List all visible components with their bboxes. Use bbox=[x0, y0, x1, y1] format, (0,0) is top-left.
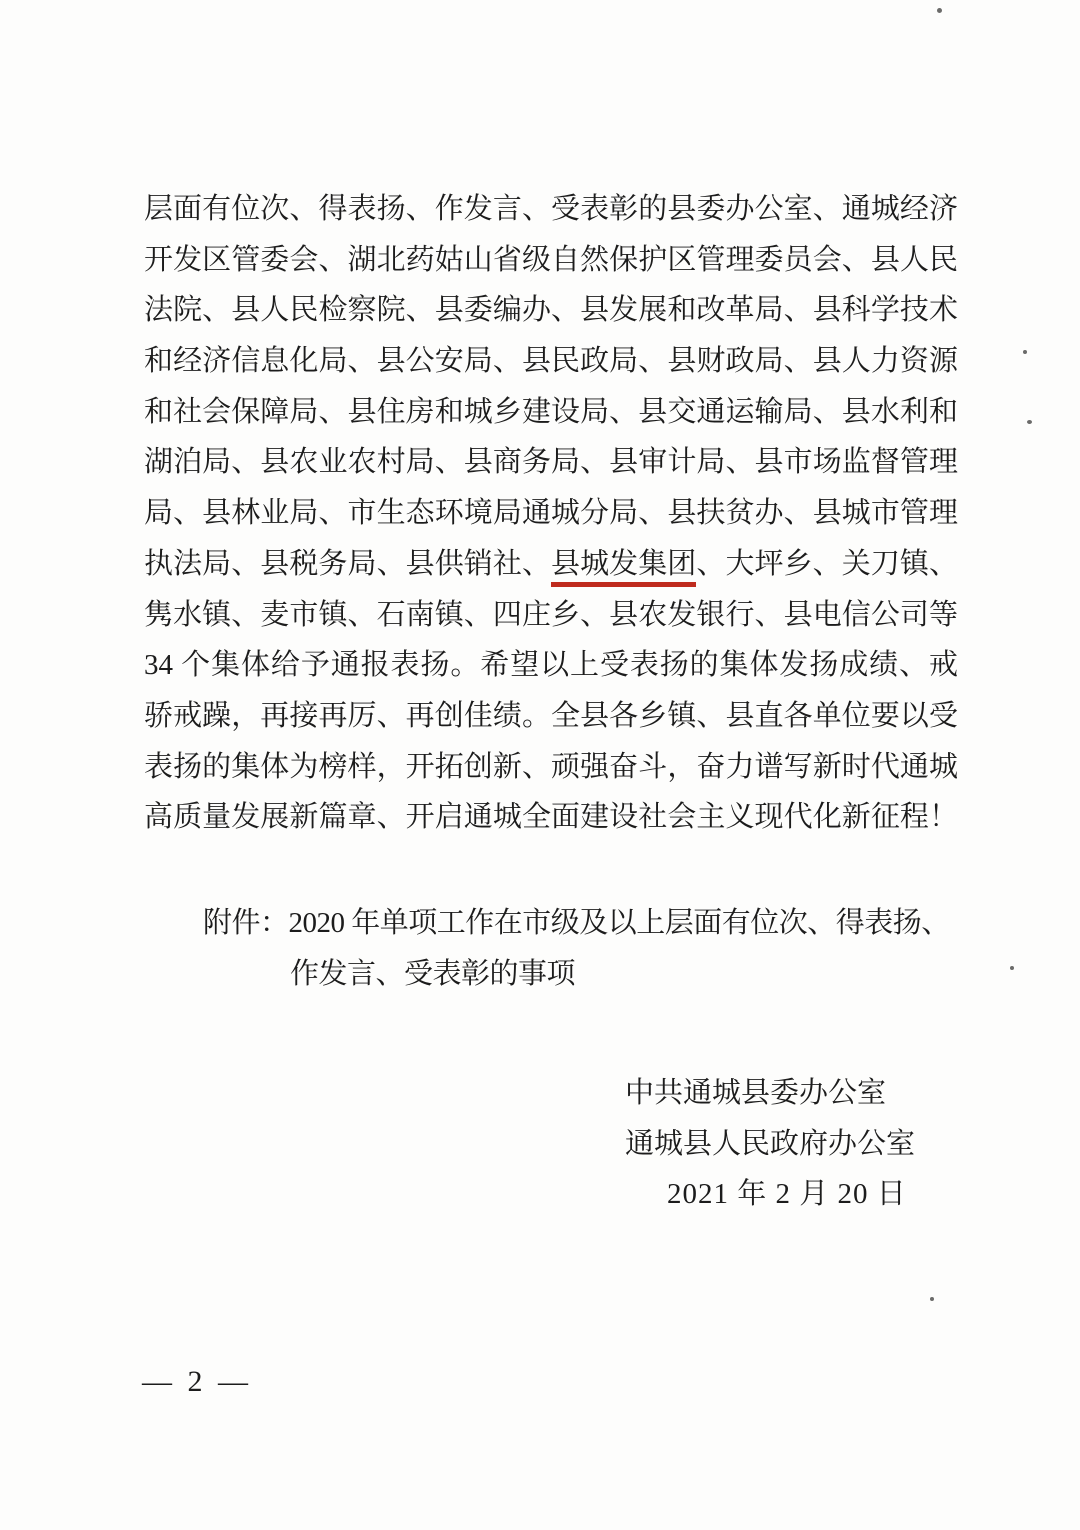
body-line-7: 局、县林业局、市生态环境局通城分局、县扶贫办、县城市管理 bbox=[144, 497, 958, 530]
body-line-9: 隽水镇、麦市镇、石南镇、四庄乡、县农发银行、县电信公司等 bbox=[144, 598, 958, 631]
body-line-8-suffix: 、大坪乡、关刀镇、 bbox=[696, 547, 958, 580]
page-number: — 2 — bbox=[142, 1365, 252, 1398]
scan-speck bbox=[1023, 350, 1027, 354]
body-line-13: 高质量发展新篇章、开启通城全面建设社会主义现代化新征程！ bbox=[144, 801, 958, 834]
red-underlined-org-name: 县城发集团 bbox=[551, 548, 696, 587]
body-line-10: 34 个集体给予通报表扬。希望以上受表扬的集体发扬成绩、戒 bbox=[144, 649, 958, 682]
scan-speck bbox=[937, 8, 942, 13]
scan-speck bbox=[1027, 420, 1032, 424]
body-line-8-prefix: 执法局、县税务局、县供销社、 bbox=[144, 547, 552, 580]
signature-org-2: 通城县人民政府办公室 bbox=[625, 1127, 916, 1160]
scan-speck bbox=[1010, 966, 1014, 970]
body-line-8 bbox=[144, 539, 958, 590]
body-line-11: 骄戒躁，再接再厉、再创佳绩。全县各乡镇、县直各单位要以受 bbox=[144, 699, 958, 732]
signature-date: 2021 年 2 月 20 日 bbox=[667, 1178, 907, 1211]
body-line-4: 和经济信息化局、县公安局、县民政局、县财政局、县人力资源 bbox=[144, 345, 958, 378]
body-line-12: 表扬的集体为榜样，开拓创新、顽强奋斗，奋力谱写新时代通城 bbox=[144, 750, 958, 783]
body-line-6: 湖泊局、县农业农村局、县商务局、县审计局、县市场监督管理 bbox=[144, 446, 958, 479]
signature-org-1: 中共通城县委办公室 bbox=[625, 1077, 887, 1109]
attachment-note bbox=[144, 898, 1004, 1000]
signature-block bbox=[625, 1068, 915, 1220]
attachment-line-2: 作发言、受表彰的事项 bbox=[290, 958, 576, 990]
body-line-3: 法院、县人民检察院、县委编办、县发展和改革局、县科学技术 bbox=[144, 294, 958, 327]
body-line-5: 和社会保障局、县住房和城乡建设局、县交通运输局、县水利和 bbox=[144, 395, 958, 428]
body-line-1: 层面有位次、得表扬、作发言、受表彰的县委办公室、通城经济 bbox=[144, 193, 958, 225]
scan-speck bbox=[930, 1297, 934, 1301]
attachment-line-1: 附件：2020 年单项工作在市级及以上层面有位次、得表扬、 bbox=[203, 907, 950, 939]
body-line-2: 开发区管委会、湖北药姑山省级自然保护区管理委员会、县人民 bbox=[144, 243, 958, 276]
body-paragraph bbox=[144, 184, 958, 843]
